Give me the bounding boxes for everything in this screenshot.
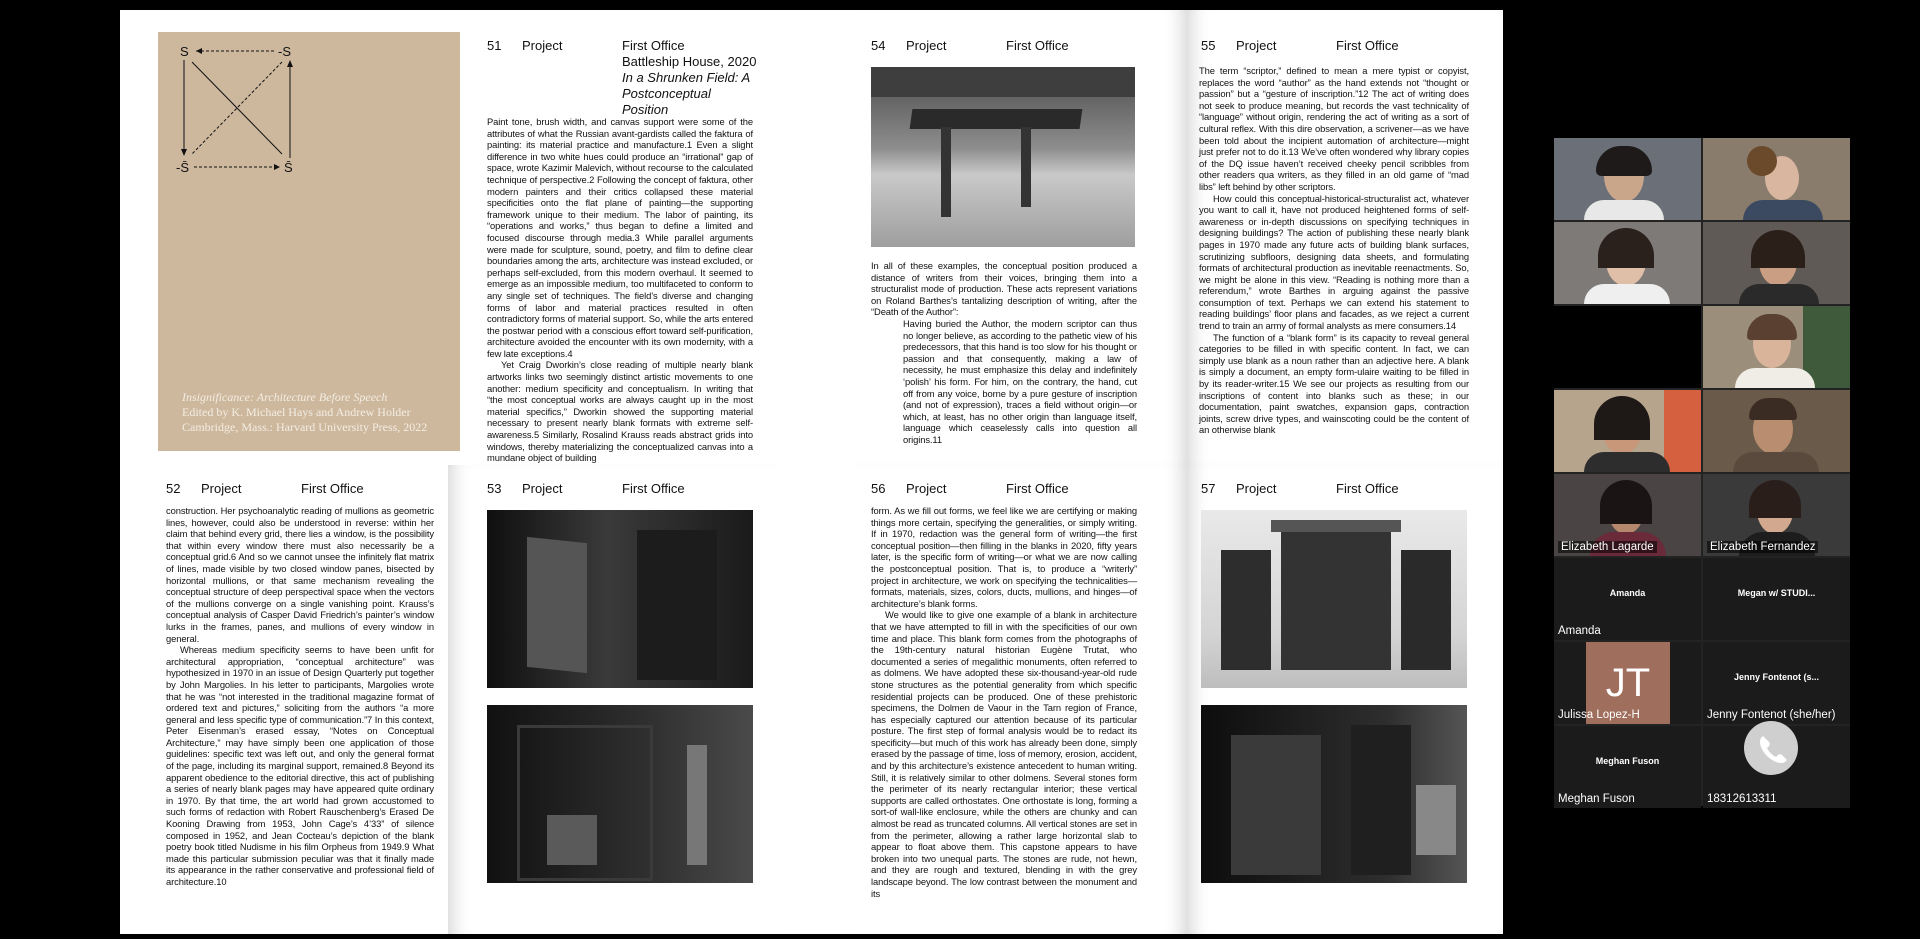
model-photo [1201,705,1467,883]
project-subtitle-line: In a Shrunken Field: A [622,70,751,85]
participant-tile-jenny[interactable] [1703,642,1850,724]
participant-name: Julissa Lopez-H [1558,709,1640,721]
paragraph: The function of a “blank form” is its capacity to reveal general categories to be filled in with specific content. In fact, we can simply use blank as a noun rather than an adjective here. A blank is simply a document, an empty form-ulaire waiting to be filled in by its reader-writer.15 We see our projects as resulting from our inscriptions of content into blanks such as these; in our documentation, paint swatches, expansion gaps, contraction joints, screw drive types, and wainscoting could be the content of an otherwise blank [1199,331,1469,436]
page-header [448,481,778,497]
header-office: First Office [622,38,685,53]
participant-tile[interactable] [1554,306,1701,388]
gallery-photo [871,67,1135,247]
participant-tile[interactable] [1554,138,1701,220]
paragraph: We would like to give one example of a blank in architecture that we have attempted to fill in with the specificities of our own time and place. This blank form comes from the photographs of the 19th-century natural historian Eugène Trutat, who documented a series of megalithic monuments, often referred to as dolmens. We have adopted these six-thousand-year-old rude stone structures as the potential generality from which specific residential projects can be produced. One of these prehistoric specimens, the Dolmen de Vaour in the Tarn region of France, has especially captured our attention because of its particular posture. The first step of formal analysis would be to redact its specificity—but much of this work has already been done, simply erased by the passage of time, loss of memory, erosion, accident, and by this architecture’s existence antecedent to human writing. Still, it is relatively similar to other dolmens. Several stones form the perimeter of its nearly rectangular interior; these vertical supports are called orthostates. One orthostate is long, forming a sort-of wall-like enclosure, while the others are chunky and can almost be read as truncated columns. All vertical stones are set in from the perimeter, allowing a rather large horizontal slab to appear to float above them. This capstone appears to have broken into two unequal parts. The stones are rude, not hewn, and they are rough and textured, blending in with the grey landscape beyond. The low contrast between the monument and its [871,609,1137,899]
paragraph: construction. Her psychoanalytic reading of mullions as geometric lines, however, could also be understood in reverse: within her claim that behind every grid, there lies a window, is the possibility that within every window there must also necessarily be a conceptual grid.6 And so we cannot unsee the infinitely flat matrix of lines, made visible by two closed window panes, bisected by horizontal mullions, or that same mechanism revealing the conceptual structure of deep perspectival space when the vectors of the mullions converge on a single vanishing point. Krauss’s conceptual analysis of Casper David Friedrich’s painter’s window lurks in the frames, panes, and mullions of every window in general. [166,505,434,644]
page-text [1199,65,1469,460]
header-project: Project [906,38,947,53]
page-header [120,38,760,54]
page-header [857,38,1187,54]
participant-name: Meghan Fuson [1558,793,1635,805]
page-header [857,481,1187,497]
page-number: 53 [487,481,502,496]
participant-name: Elizabeth Lagarde [1558,541,1657,553]
page-text [487,116,753,464]
cover-s1: S [180,44,189,59]
participant-tile[interactable] [1703,390,1850,472]
participant-tile[interactable] [1703,222,1850,304]
page-number: 55 [1201,38,1216,53]
paragraph: Paint tone, brush width, and canvas support were some of the attributes of what the Russian avant-gardists called the faktura of painting: its material practice and manufacture.1 Even a slight difference in two white hues could produce an “irrational” gap of space, wrote Kazimir Malevich, without recourse to the calculated technique of perspective.2 Following the concept of faktura, other modern painters and their critics collapsed these material specificities onto the flat plane of painting—the supporting framework unique to their medium. The labor of painting, its “operations and works,” thus began to define a limited and focused discourse through media.3 While parallel arguments were made for sculpture, sound, poetry, and film to define clear boundaries among the arts, architecture was instead excluded, or perhaps self-excluded, from this modern overhaul. It seemed to emerge as an impossible medium, too multifaceted to conform to any single set of techniques. The field’s diverse and changing forms of labor and material practices resulted in often contradictory forms of material support. So, while the arts entered the postwar period with a conscious effort toward self-purification, architecture avoided the encounter with its own modernity, with a few late exceptions.4 [487,116,753,359]
page-54 [857,10,1187,465]
phone-icon [1744,721,1798,775]
participant-tile[interactable] [1703,306,1850,388]
participant-name: Jenny Fontenot (she/her) [1707,709,1836,721]
paragraph: In all of these examples, the conceptual position produced a distance of writers from their voices, bringing them into a structuralist mode of production. These acts represent variations on Roland Barthes’s tantalizing description of writing, after the “Death of the Author”: [871,260,1137,318]
header-project: Project [522,38,563,53]
page-number: 54 [871,38,886,53]
header-office: First Office [622,481,685,496]
page-number: 57 [1201,481,1216,496]
page-text [871,260,1137,460]
page-number: 51 [487,38,502,53]
cover-s3: -S̄ [176,160,189,175]
header-office: First Office [301,481,364,496]
participant-tile-elizabeth-fernandez[interactable] [1703,474,1850,556]
installation-photo [487,510,753,688]
participant-center-name: Jenny Fontenot (s... [1733,672,1819,682]
cover-publisher: Cambridge, Mass.: Harvard University Press, 2022 [182,420,428,434]
page-number: 56 [871,481,886,496]
page-number: 52 [166,481,181,496]
project-title [622,54,760,118]
cover-s2: -S [278,44,291,59]
page-57 [1187,465,1503,934]
participant-tile-amanda[interactable] [1554,558,1701,640]
block-quote: Having buried the Author, the modern scriptor can thus no longer believe, as according to the pathetic view of his predecessors, that this hand is too slow for his thought or passion and that consequently, making a law of necessity, he must emphasize this delay and indefinitely ‘polish’ his form. For him, on the contrary, the hand, cut off from any voice, borne by a pure gesture of inscription (and not of expression), traces a field without origin—or which, at least, has no other origin than language itself, language which ceaselessly calls into question all origins.11 [903,317,1137,445]
header-project: Project [906,481,947,496]
participant-center-name: Meghan Fuson [1595,756,1660,766]
header-office: First Office [1336,481,1399,496]
participant-tile-phone[interactable] [1703,726,1850,808]
participant-name: 18312613311 [1707,793,1777,805]
participant-center-name: Amanda [1609,588,1646,598]
paragraph: Whereas medium specificity seems to have been unfit for architectural appropriation, “conceptual architecture” was hypothesized in 1970 in an issue of Design Quarterly put together by John Margolies. In his letter to participants, Margolies wrote that he was “not interested in the traditional magazine format of ordered text and pictures,” soliciting from the authors “a more general and less specific type of communication.”7 In this context, Peter Eisenman’s erased essay, “Notes on Conceptual Architecture,” may have simply been one application of those guidelines: specific text was left out, and only the general format of the page, including its marginal support, remained.8 Beyond its apparent obedience to the editorial directive, this act of publishing a series of nearly blank pages may have appeared quite ordinary in 1970. By that time, the art world had grown accustomed to such forms of redaction with Robert Rauschenberg’s Erased De Kooning Drawing from 1953, John Cage’s 4’33” of silence composed in 1952, and Jean Cocteau’s depiction of the blank poetry book titled Nudisme in his film Orpheus from 1949.9 What made this particular submission peculiar was that it finally made its appearance in the rather conservative and professional field of architecture.10 [166,644,434,887]
page-53 [448,465,778,934]
paragraph: form. As we fill out forms, we feel like we are certifying or making things more certain, specifying the generalities, or simply writing. If in 1970, redaction was the general form of writing—the first conceptual position—then filling in the blanks in 2020, fifty years later, is the specific form of writing—or what we are now calling the postconceptual position. That is, to produce a “writerly” project in architecture, we work on specifying the technicalities—formats, materials, sizes, colors, ducts, mullions, and hinges—of architecture’s blank forms. [871,505,1137,609]
header-project: Project [1236,38,1277,53]
header-office: First Office [1336,38,1399,53]
header-project: Project [522,481,563,496]
project-title-line: Battleship House, 2020 [622,54,757,69]
project-subtitle-line: Postconceptual Position [622,86,711,117]
semiotic-square-diagram [176,40,320,180]
installation-photo [487,705,753,883]
page-52 [120,465,448,934]
page-text [166,505,434,925]
participant-tile[interactable] [1703,138,1850,220]
header-office: First Office [1006,38,1069,53]
header-project: Project [201,481,242,496]
participant-tile[interactable] [1554,222,1701,304]
page-header [120,481,448,497]
cover-editors: Edited by K. Michael Hays and Andrew Holder [182,405,411,419]
cover-s4: S̄ [284,160,293,175]
shared-screen [120,10,1503,934]
cover-title: Insignificance: Architecture Before Speech [182,390,388,404]
page-text [871,505,1137,925]
page-header [1187,481,1503,497]
page-56 [857,465,1187,934]
paragraph: How could this conceptual-historical-structuralist act, whatever you want to call it, have not produced heightened forms of self-awareness or in-depth discussions on specifying techniques in designing buildings? The action of publishing these nearly blank pages in 1970 made any future acts of building blank surfaces, scrutinizing subfloors, designing data sheets, and formulating formats of architectural production as inevitable reenactments. So, we might be alone in this view. “Reading is nothing more than a referendum,” wrote Barthes in arguing against the passive consumption of text. Perhaps we can extend his statement to reading buildings’ floor plans and facades, as we reject a current trend to train an army of formal analysts as mere consumers.14 [1199,192,1469,332]
participant-gallery [1554,138,1850,806]
book-cover [158,32,460,451]
participant-tile-julissa[interactable] [1554,642,1701,724]
page-header [1187,38,1503,54]
participant-name: Amanda [1558,625,1601,637]
header-office: First Office [1006,481,1069,496]
participant-center-name: Megan w/ STUDI... [1737,588,1816,598]
participant-tile[interactable] [1554,390,1701,472]
paragraph: Yet Craig Dworkin’s close reading of multiple nearly blank artworks links two seemingly distinct artistic movements to one another: medium specificity and conceptualism. In writing that “the most conceptual works are always caught up in the most material specifics,” Dworkin showed the supporting material necessary to present nearly blank formats with extreme self-awareness.5 Similarly, Rosalind Krauss reads abstract grids into windows, thereby materializing the conceptualized canvas into a mundane object of building [487,359,753,464]
participant-tile-elizabeth-lagarde[interactable] [1554,474,1701,556]
page-55 [1187,10,1503,465]
header-project: Project [1236,481,1277,496]
participant-tile-megan[interactable] [1703,558,1850,640]
page-spread-50-51 [120,10,760,465]
paragraph: The term “scriptor,” defined to mean a mere typist or copyist, replaces the word “author” as the hand extends not “thought or passion” but a “gesture of inscription.”12 The act of writing does not seek to produce meaning, but records the vast technicality of “language” without origin, rendering the act of writing as a sort of cultural reflex. With this dire observation, a scrivener—as we have been told about the incipient automation of architecture—might just prefer not to do it.13 We’ve often wondered why library copies of the DQ issue haven’t received cheeky pencil scribbles from other readers qua writers, as they filled in an old game of “mad libs” left behind by other scriptors. [1199,65,1469,192]
avatar: JT [1586,642,1670,724]
model-photo [1201,510,1467,688]
participant-tile-meghan[interactable] [1554,726,1701,808]
participant-name: Elizabeth Fernandez [1707,541,1818,553]
